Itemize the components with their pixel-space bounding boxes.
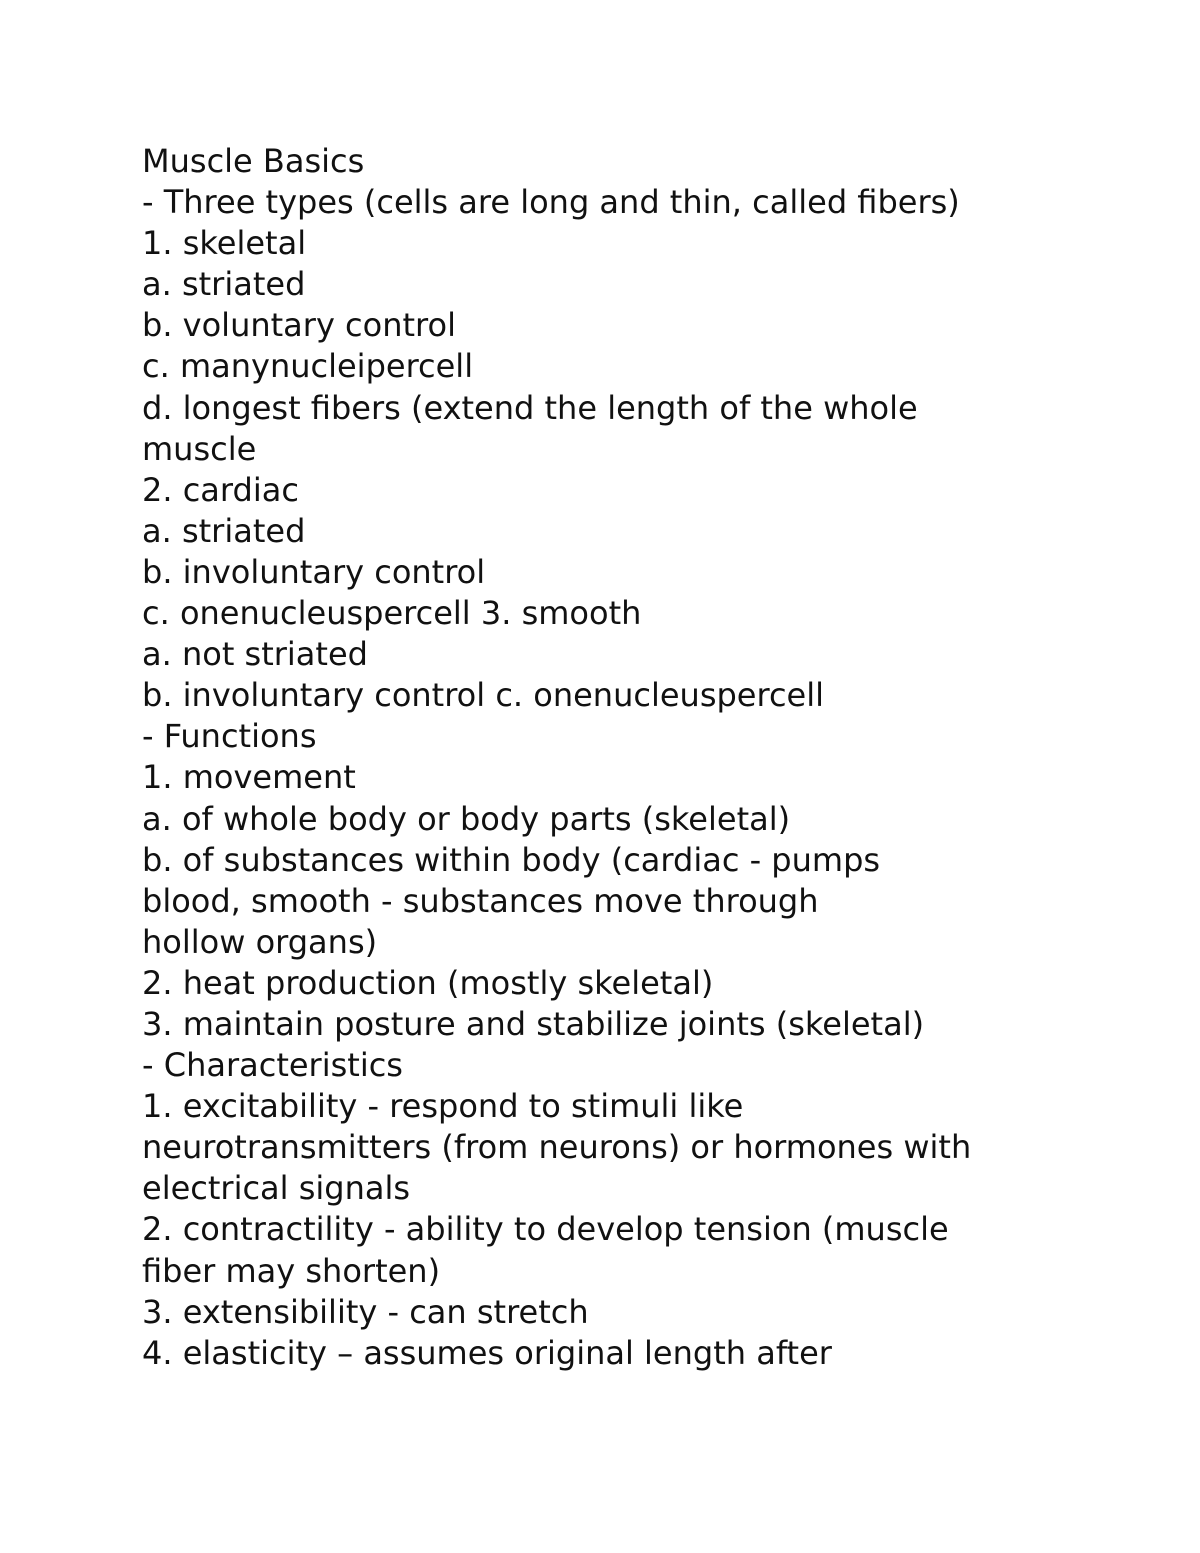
section-types-heading: - Three types (cells are long and thin, called fibers) xyxy=(142,183,960,222)
list-item: a. of whole body or body parts (skeletal) xyxy=(142,799,791,838)
list-item: neurotransmitters (from neurons) or hormones with xyxy=(142,1128,972,1167)
list-item: 3. extensibility - can stretch xyxy=(142,1292,589,1331)
list-item: muscle xyxy=(142,429,257,468)
list-item: b. involuntary control xyxy=(142,552,486,591)
list-item: blood, smooth - substances move through xyxy=(142,881,819,920)
list-item: b. involuntary control c. onenucleuspercell xyxy=(142,676,824,715)
list-item: 1. skeletal xyxy=(142,224,307,263)
list-item: a. not striated xyxy=(142,635,368,674)
list-item: electrical signals xyxy=(142,1169,411,1208)
list-item: 2. heat production (mostly skeletal) xyxy=(142,963,714,1002)
list-item: 2. contractility - ability to develop tension (muscle xyxy=(142,1210,949,1249)
list-item: 1. excitability - respond to stimuli like xyxy=(142,1087,744,1126)
list-item: 2. cardiac xyxy=(142,470,299,509)
list-item: hollow organs) xyxy=(142,922,378,961)
document-body xyxy=(142,141,1142,1374)
list-item: b. voluntary control xyxy=(142,306,456,345)
list-item: 3. maintain posture and stabilize joints (skeletal) xyxy=(142,1004,925,1043)
list-item: d. longest fibers (extend the length of the whole xyxy=(142,388,918,427)
list-item: fiber may shorten) xyxy=(142,1251,441,1290)
list-item: b. of substances within body (cardiac - pumps xyxy=(142,840,881,879)
list-item: a. striated xyxy=(142,511,306,550)
list-item: c. onenucleuspercell 3. smooth xyxy=(142,594,642,633)
document-title: Muscle Basics xyxy=(142,142,365,180)
list-item: a. striated xyxy=(142,265,306,304)
section-characteristics-heading: - Characteristics xyxy=(142,1046,403,1085)
list-item: 1. movement xyxy=(142,758,356,797)
section-functions-heading: - Functions xyxy=(142,717,317,756)
list-item: 4. elasticity – assumes original length after xyxy=(142,1333,832,1372)
list-item: c. manynucleipercell xyxy=(142,347,474,386)
